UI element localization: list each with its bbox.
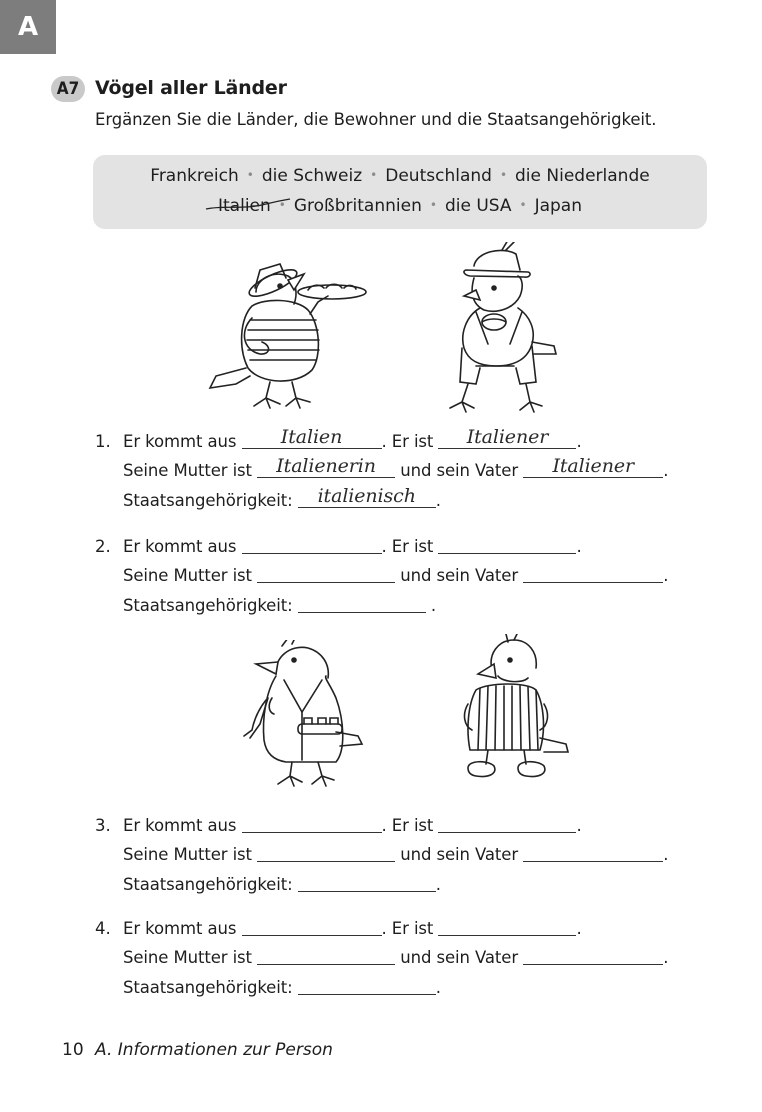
- separator-dot: •: [429, 198, 437, 212]
- item-number: 3.: [95, 816, 111, 835]
- label-end: .: [576, 432, 582, 451]
- label-vater: und sein Vater: [400, 845, 519, 864]
- label-er-ist: . Er ist: [381, 537, 434, 556]
- country-answer-field[interactable]: [242, 537, 382, 554]
- label-kommt-aus: Er kommt aus: [123, 816, 237, 835]
- word-chip-crossed: [218, 196, 271, 216]
- label-end: .: [430, 596, 437, 615]
- japanese-bird-illustration: [240, 640, 370, 792]
- exercise-item-1-line-1: [123, 426, 582, 451]
- label-vater: und sein Vater: [400, 948, 519, 967]
- father-answer-field[interactable]: [523, 455, 663, 478]
- word-chip: die Schweiz: [261, 166, 363, 186]
- label-er-ist: . Er ist: [381, 816, 434, 835]
- word-box-line-1: [93, 166, 707, 186]
- exercise-item-4-line-3: [123, 978, 441, 997]
- resident-answer-field[interactable]: [438, 426, 576, 449]
- exercise-item-3-line-1: [123, 816, 582, 835]
- label-er-ist: . Er ist: [381, 919, 434, 938]
- resident-answer-field[interactable]: [438, 816, 576, 833]
- exercise-item-3-line-3: [123, 875, 441, 894]
- label-end: .: [576, 537, 582, 556]
- exercise-item-2-line-2: [123, 566, 668, 585]
- label-end: .: [435, 875, 441, 894]
- handwritten-answer: italienisch: [317, 485, 416, 507]
- label-kommt-aus: Er kommt aus: [123, 537, 237, 556]
- handwritten-answer: Italien: [280, 426, 343, 448]
- nationality-answer-field[interactable]: [298, 978, 436, 995]
- exercise-item-1-line-3: [123, 485, 441, 510]
- exercise-item-1-line-2: [123, 455, 669, 480]
- word-chip: Großbritannien: [293, 196, 422, 216]
- label-staatsangehoerigkeit: Staatsangehörigkeit:: [123, 875, 293, 894]
- exercise-item-3-line-2: [123, 845, 668, 864]
- label-staatsangehoerigkeit: Staatsangehörigkeit:: [123, 596, 293, 615]
- label-kommt-aus: Er kommt aus: [123, 432, 237, 451]
- separator-dot: •: [246, 168, 254, 182]
- strike-through-mark: [204, 196, 294, 218]
- exercise-item-2-line-3: [123, 596, 436, 615]
- mother-answer-field[interactable]: [257, 455, 395, 478]
- item-number: 1.: [95, 432, 111, 451]
- label-staatsangehoerigkeit: Staatsangehörigkeit:: [123, 978, 293, 997]
- word-box: [93, 155, 707, 229]
- label-end: .: [435, 978, 441, 997]
- nationality-answer-field[interactable]: [298, 596, 426, 613]
- separator-dot: •: [519, 198, 527, 212]
- word-chip: Frankreich: [150, 166, 239, 186]
- separator-dot: •: [370, 168, 378, 182]
- label-kommt-aus: Er kommt aus: [123, 919, 237, 938]
- mother-answer-field[interactable]: [257, 566, 395, 583]
- handwritten-answer: Italiener: [552, 455, 634, 477]
- label-end: .: [663, 845, 669, 864]
- label-end: .: [663, 566, 669, 585]
- exercise-number-badge: A7: [51, 76, 85, 102]
- father-answer-field[interactable]: [523, 948, 663, 965]
- father-answer-field[interactable]: [523, 845, 663, 862]
- exercise-item-4-line-2: [123, 948, 668, 967]
- resident-answer-field[interactable]: [438, 537, 576, 554]
- label-staatsangehoerigkeit: Staatsangehörigkeit:: [123, 491, 293, 510]
- nationality-answer-field[interactable]: [298, 485, 436, 508]
- label-end: .: [663, 948, 669, 967]
- father-answer-field[interactable]: [523, 566, 663, 583]
- exercise-title: Vögel aller Länder: [95, 77, 287, 99]
- dutch-bird-illustration: [448, 634, 576, 796]
- word-box-line-2: [93, 196, 707, 216]
- word-chip: die Niederlande: [515, 166, 650, 186]
- label-mutter: Seine Mutter ist: [123, 948, 252, 967]
- label-mutter: Seine Mutter ist: [123, 845, 252, 864]
- exercise-item-2-line-1: [123, 537, 582, 556]
- item-number: 2.: [95, 537, 111, 556]
- separator-dot: •: [499, 168, 508, 182]
- mother-answer-field[interactable]: [257, 948, 395, 965]
- section-tab: A: [0, 0, 56, 54]
- label-end: .: [576, 919, 582, 938]
- label-vater: und sein Vater: [400, 461, 519, 480]
- handwritten-answer: Italienerin: [276, 455, 376, 477]
- word-chip: die USA: [444, 196, 512, 216]
- label-end: .: [576, 816, 582, 835]
- mother-answer-field[interactable]: [257, 845, 395, 862]
- word-chip: Japan: [534, 196, 582, 216]
- label-end: .: [435, 491, 441, 510]
- resident-answer-field[interactable]: [438, 919, 576, 936]
- label-end: .: [663, 461, 669, 480]
- nationality-answer-field[interactable]: [298, 875, 436, 892]
- crossed-word: Italien: [218, 196, 271, 216]
- handwritten-answer: Italiener: [466, 426, 549, 448]
- exercise-instruction: Ergänzen Sie die Länder, die Bewohner und die Staatsangehörigkeit.: [95, 110, 657, 129]
- chapter-title: A. Informationen zur Person: [95, 1040, 333, 1060]
- german-bird-illustration: [436, 242, 566, 414]
- label-vater: und sein Vater: [400, 566, 519, 585]
- label-mutter: Seine Mutter ist: [123, 566, 252, 585]
- item-number: 4.: [95, 919, 111, 938]
- country-answer-field[interactable]: [242, 426, 382, 449]
- page-number: 10: [62, 1040, 84, 1060]
- label-er-ist: . Er ist: [381, 432, 434, 451]
- label-mutter: Seine Mutter ist: [123, 461, 252, 480]
- word-chip: Deutschland: [385, 166, 492, 186]
- exercise-item-4-line-1: [123, 919, 582, 938]
- country-answer-field[interactable]: [242, 816, 382, 833]
- separator-dot: •: [278, 198, 286, 212]
- italian-bird-illustration: [200, 258, 375, 413]
- country-answer-field[interactable]: [242, 919, 382, 936]
